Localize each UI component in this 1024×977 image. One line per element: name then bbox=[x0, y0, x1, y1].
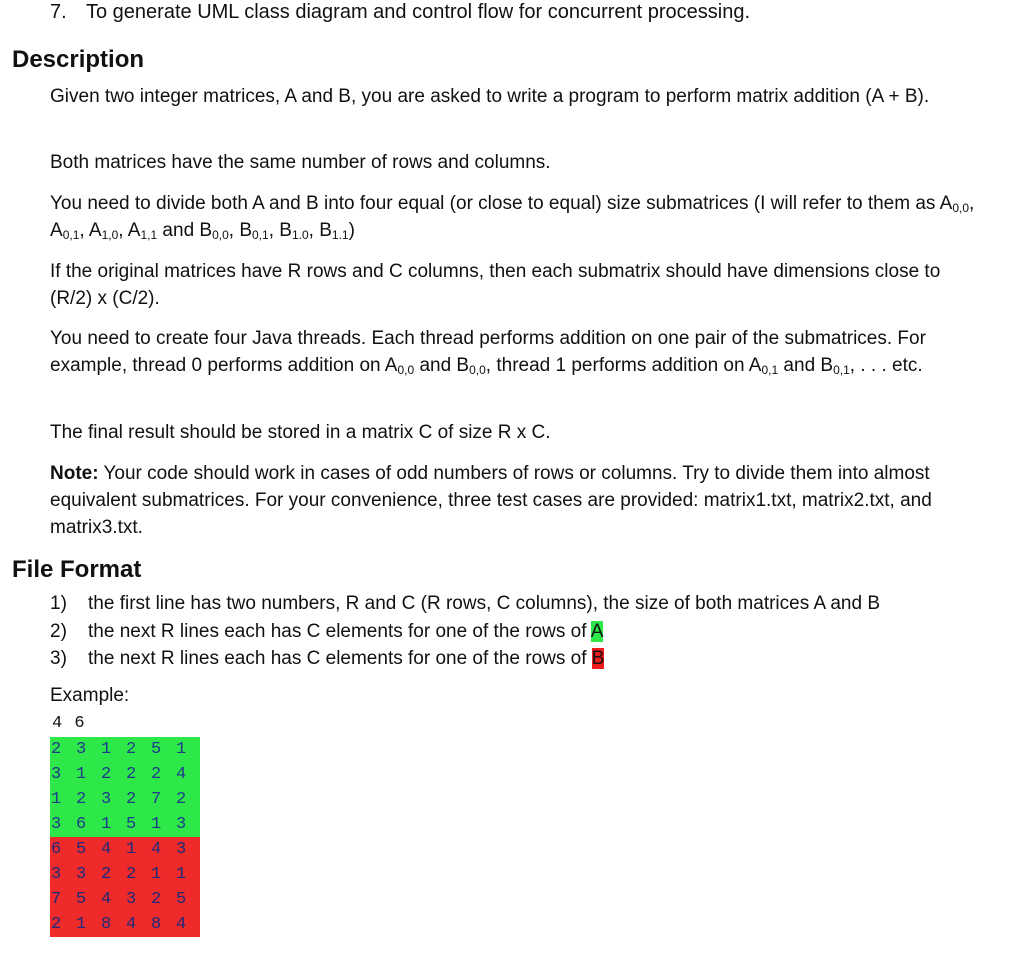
matrix-cell: 6 bbox=[51, 840, 62, 859]
matrix-cell: 2 bbox=[126, 790, 137, 809]
paragraph-threads bbox=[50, 325, 980, 379]
matrix-cell: 2 bbox=[126, 765, 137, 784]
matrix-cell: 1 bbox=[151, 865, 162, 884]
matrix-b-highlight: B bbox=[591, 648, 605, 669]
matrix-cell: 2 bbox=[51, 915, 62, 934]
paragraph-given: Given two integer matrices, A and B, you are asked to write a program to perform matrix addition (A + B). bbox=[50, 86, 930, 107]
paragraph-same-size: Both matrices have the same number of rows and columns. bbox=[50, 152, 551, 173]
submatrix-name: A bbox=[88, 220, 102, 241]
matrix-a-highlight: A bbox=[590, 621, 604, 642]
submatrix-separator: and bbox=[157, 220, 200, 241]
submatrix-separator: , bbox=[268, 220, 280, 241]
matrix-cell: 8 bbox=[151, 915, 162, 934]
note-text: Your code should work in cases of odd numbers of rows or columns. Try to divide them into almost equivalent submatrices. For your convenience, three test cases are provided: matrix1.txt, matrix2.txt, and matrix3.txt. bbox=[50, 463, 932, 538]
submatrix-index: 0,1 bbox=[62, 228, 80, 242]
task-text: To generate UML class diagram and control flow for concurrent processing. bbox=[86, 1, 751, 23]
submatrix-name: B bbox=[199, 220, 213, 241]
matrix-cell: 4 bbox=[101, 840, 112, 859]
matrix-cell: 3 bbox=[51, 765, 62, 784]
submatrix-index: 0,0 bbox=[212, 228, 229, 242]
matrix-cell: 1 bbox=[176, 740, 187, 759]
matrix-cell: 2 bbox=[101, 765, 112, 784]
submatrix-name: B bbox=[319, 220, 332, 241]
threads-sub-1: 0,0 bbox=[397, 363, 415, 377]
example-label: Example: bbox=[50, 685, 130, 706]
divide-text: You need to divide both A and B into four equal (or close to equal) size submatrices (I will refer to them as bbox=[50, 193, 940, 214]
submatrix-index: 0,0 bbox=[952, 201, 970, 215]
matrix-a-row bbox=[50, 812, 200, 837]
format-item-1 bbox=[50, 590, 880, 617]
format-item-number: 3) bbox=[50, 648, 67, 669]
threads-sub-4: 0,1 bbox=[833, 363, 850, 377]
matrix-cell: 3 bbox=[76, 865, 87, 884]
matrix-cell: 5 bbox=[151, 740, 162, 759]
matrix-cell: 1 bbox=[176, 865, 187, 884]
submatrix-name: A bbox=[50, 220, 63, 241]
submatrix-separator: , bbox=[118, 220, 128, 241]
threads-text-4: and B bbox=[778, 355, 834, 376]
matrix-cell: 7 bbox=[151, 790, 162, 809]
paragraph-divide bbox=[50, 190, 980, 244]
paragraph-dimensions: If the original matrices have R rows and C columns, then each submatrix should have dimensions close to (R/2) x (C/2). bbox=[50, 261, 941, 309]
task-number: 7. bbox=[50, 1, 67, 23]
matrix-cell: 3 bbox=[51, 865, 62, 884]
matrix-cell: 5 bbox=[176, 890, 187, 909]
matrix-cell: 1 bbox=[76, 765, 87, 784]
matrix-cell: 2 bbox=[76, 790, 87, 809]
threads-text-2: and B bbox=[414, 355, 470, 376]
paragraph-note bbox=[50, 460, 980, 541]
submatrix-name: A bbox=[127, 220, 141, 241]
matrix-cell: 7 bbox=[51, 890, 62, 909]
matrix-b-row bbox=[50, 837, 200, 862]
submatrix-index: 1.1 bbox=[331, 228, 349, 242]
matrix-cell: 1 bbox=[101, 815, 112, 834]
matrix-cell: 3 bbox=[126, 890, 137, 909]
matrix-cell: 5 bbox=[126, 815, 137, 834]
matrix-cell: 1 bbox=[151, 815, 162, 834]
matrix-cell: 2 bbox=[151, 890, 162, 909]
submatrix-separator: , bbox=[228, 220, 240, 241]
matrix-a-row bbox=[50, 737, 200, 762]
threads-text-3: , thread 1 performs addition on A bbox=[485, 355, 762, 376]
note-label: Note: bbox=[50, 463, 99, 484]
matrix-cell: 2 bbox=[126, 740, 137, 759]
matrix-cell: 2 bbox=[126, 865, 137, 884]
description-heading: Description bbox=[12, 46, 145, 73]
matrix-cell: 5 bbox=[76, 890, 87, 909]
submatrix-name: A bbox=[939, 193, 953, 214]
matrix-a-row bbox=[50, 787, 200, 812]
submatrix-index: 0,1 bbox=[252, 228, 269, 242]
matrix-cell: 4 bbox=[176, 915, 187, 934]
format-item-number: 1) bbox=[50, 593, 67, 614]
threads-sub-2: 0,0 bbox=[469, 363, 486, 377]
submatrix-index: 1.0 bbox=[291, 228, 309, 242]
example-dimensions: 4 6 bbox=[52, 714, 86, 733]
matrix-cell: 1 bbox=[51, 790, 62, 809]
file-format-heading: File Format bbox=[12, 556, 142, 583]
matrix-cell: 3 bbox=[76, 740, 87, 759]
matrix-cell: 1 bbox=[126, 840, 137, 859]
matrix-b-row bbox=[50, 912, 200, 937]
format-item-2 bbox=[50, 618, 603, 645]
matrix-cell: 4 bbox=[101, 890, 112, 909]
task-line bbox=[50, 1, 750, 24]
threads-sub-3: 0,1 bbox=[761, 363, 779, 377]
matrix-cell: 2 bbox=[101, 865, 112, 884]
format-item-number: 2) bbox=[50, 621, 67, 642]
format-item-text: the next R lines each has C elements for one of the rows of bbox=[88, 648, 592, 669]
submatrix-index: 1,0 bbox=[101, 228, 119, 242]
submatrix-separator: ) bbox=[348, 220, 355, 241]
matrix-cell: 8 bbox=[101, 915, 112, 934]
threads-text-1: You need to create four Java threads. Each thread performs addition on one pair of the submatrices. For example, thread 0 performs addition on A bbox=[50, 328, 926, 376]
matrix-cell: 2 bbox=[176, 790, 187, 809]
format-item-text: the next R lines each has C elements for one of the rows of bbox=[88, 621, 591, 642]
matrix-cell: 6 bbox=[76, 815, 87, 834]
paragraph-result: The final result should be stored in a matrix C of size R x C. bbox=[50, 422, 551, 443]
matrix-b-row bbox=[50, 887, 200, 912]
matrix-cell: 2 bbox=[151, 765, 162, 784]
example-matrix bbox=[50, 737, 200, 937]
matrix-cell: 1 bbox=[101, 740, 112, 759]
matrix-b-row bbox=[50, 862, 200, 887]
matrix-cell: 5 bbox=[76, 840, 87, 859]
threads-text-5: , . . . etc. bbox=[849, 355, 923, 376]
matrix-cell: 3 bbox=[101, 790, 112, 809]
matrix-cell: 4 bbox=[151, 840, 162, 859]
format-item-text: the first line has two numbers, R and C (R rows, C columns), the size of both matrices A and B bbox=[88, 593, 880, 614]
matrix-cell: 1 bbox=[76, 915, 87, 934]
matrix-cell: 3 bbox=[51, 815, 62, 834]
submatrix-separator: , bbox=[969, 193, 975, 214]
submatrix-name: B bbox=[239, 220, 253, 241]
matrix-a-row bbox=[50, 762, 200, 787]
submatrix-separator: , bbox=[308, 220, 320, 241]
matrix-cell: 3 bbox=[176, 815, 187, 834]
matrix-cell: 4 bbox=[126, 915, 137, 934]
matrix-cell: 3 bbox=[176, 840, 187, 859]
submatrix-name: B bbox=[279, 220, 292, 241]
submatrix-index: 1,1 bbox=[140, 228, 158, 242]
matrix-cell: 4 bbox=[176, 765, 187, 784]
matrix-cell: 2 bbox=[51, 740, 62, 759]
submatrix-separator: , bbox=[79, 220, 89, 241]
format-item-3 bbox=[50, 645, 604, 672]
